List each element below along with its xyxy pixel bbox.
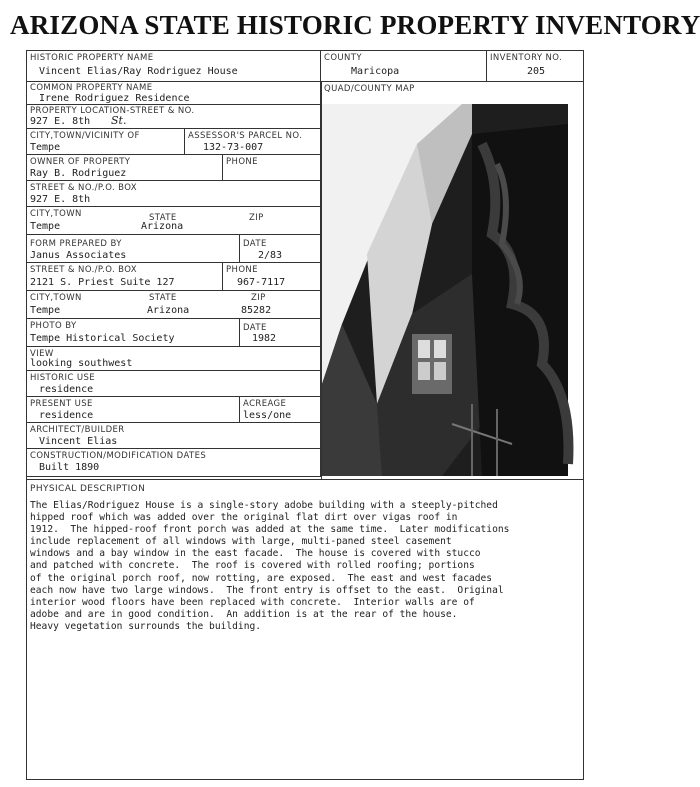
photo-date-label: DATE: [243, 323, 267, 333]
quad-map-label: QUAD/COUNTY MAP: [324, 84, 415, 94]
parcel-value: 132-73-007: [203, 142, 264, 153]
owner-city-box: [27, 207, 321, 235]
historic-name-value: Vincent Elias/Ray Rodriguez House: [39, 66, 238, 77]
owner-label: OWNER OF PROPERTY: [30, 157, 131, 167]
prep-street-box: [27, 263, 223, 291]
prep-phone-label: PHONE: [226, 265, 258, 275]
location-value: 927 E. 8th: [30, 116, 91, 127]
photo-by-box: [27, 319, 240, 347]
prep-phone-box: [223, 263, 321, 291]
owner-street-value: 927 E. 8th: [30, 194, 91, 205]
historic-use-box: [27, 371, 321, 397]
city-value: Tempe: [30, 142, 61, 153]
present-use-box: [27, 397, 240, 423]
prep-street-value: 2121 S. Priest Suite 127: [30, 277, 175, 288]
construction-box: [27, 449, 321, 477]
city-label: CITY,TOWN/VICINITY OF: [30, 131, 140, 141]
page-title: ARIZONA STATE HISTORIC PROPERTY INVENTORY: [10, 10, 700, 40]
inventory-label: INVENTORY NO.: [490, 53, 563, 63]
prep-city-box: [27, 291, 321, 319]
prep-state-label: STATE: [149, 293, 177, 303]
county-box: [321, 51, 487, 82]
photo-by-value: Tempe Historical Society: [30, 333, 175, 344]
prep-city-value: Tempe: [30, 305, 61, 316]
county-label: COUNTY: [324, 53, 362, 63]
acreage-value: less/one: [243, 410, 292, 421]
owner-city-label: CITY,TOWN: [30, 209, 82, 219]
historic-name-label: HISTORIC PROPERTY NAME: [30, 53, 154, 63]
prep-zip-label: ZIP: [251, 293, 266, 303]
acreage-box: [240, 397, 321, 423]
view-value: looking southwest: [30, 358, 133, 369]
prepared-date-label: DATE: [243, 239, 267, 249]
prep-city-label: CITY,TOWN: [30, 293, 82, 303]
present-use-value: residence: [39, 410, 94, 421]
present-use-label: PRESENT USE: [30, 399, 93, 409]
parcel-label: ASSESSOR'S PARCEL NO.: [188, 131, 303, 141]
owner-box: [27, 155, 223, 181]
common-name-label: COMMON PROPERTY NAME: [30, 83, 153, 93]
owner-city-value: Tempe: [30, 221, 61, 232]
photo-date-value: 1982: [252, 333, 277, 344]
architect-label: ARCHITECT/BUILDER: [30, 425, 125, 435]
location-handwritten: St.: [111, 114, 127, 127]
view-box: [27, 347, 321, 371]
historic-use-label: HISTORIC USE: [30, 373, 96, 383]
prep-street-label: STREET & NO./P.O. BOX: [30, 265, 138, 275]
construction-value: Built 1890: [39, 462, 100, 473]
architect-value: Vincent Elias: [39, 436, 118, 447]
photo-date-box: [240, 319, 321, 347]
prepared-date-box: [240, 235, 321, 263]
view-label: VIEW: [30, 349, 54, 359]
prep-state-value: Arizona: [147, 305, 190, 316]
architect-box: [27, 423, 321, 449]
inventory-value: 205: [527, 66, 546, 77]
location-label: PROPERTY LOCATION-STREET & NO.: [30, 106, 195, 116]
common-name-value: Irene Rodriguez Residence: [39, 93, 190, 104]
construction-label: CONSTRUCTION/MODIFICATION DATES: [30, 451, 207, 461]
owner-street-label: STREET & NO./P.O. BOX: [30, 183, 138, 193]
owner-state-value: Arizona: [141, 221, 184, 232]
prepared-date-value: 2/83: [258, 250, 283, 261]
photo-by-label: PHOTO BY: [30, 321, 77, 331]
prep-phone-value: 967-7117: [237, 277, 286, 288]
common-name-box: [27, 82, 321, 105]
prepared-label: FORM PREPARED BY: [30, 239, 122, 249]
owner-phone-box: [223, 155, 321, 181]
historic-use-value: residence: [39, 384, 94, 395]
house-photo: [322, 104, 568, 476]
historic-name-box: [27, 51, 321, 82]
physical-description-label: PHYSICAL DESCRIPTION: [30, 484, 146, 494]
owner-phone-label: PHONE: [226, 157, 258, 167]
city-box: [27, 129, 185, 155]
prepared-value: Janus Associates: [30, 250, 127, 261]
county-value: Maricopa: [351, 66, 400, 77]
owner-street-box: [27, 181, 321, 207]
acreage-label: ACREAGE: [243, 399, 287, 409]
prep-zip-value: 85282: [241, 305, 272, 316]
owner-value: Ray B. Rodriguez: [30, 168, 127, 179]
section-divider: [27, 479, 583, 480]
inventory-box: [487, 51, 583, 82]
owner-state-label: STATE: [149, 213, 177, 223]
owner-zip-label: ZIP: [249, 213, 264, 223]
location-box: [27, 105, 321, 129]
house-photo-image: [322, 104, 568, 476]
physical-description-text: The Elias/Rodriguez House is a single-story adobe building with a steeply-pitched hipped roof which was added over the original flat dirt over vigas roof in 1912. The hipped-roof front porch was added at the same time. Later modifications include replacement of all windows with large, multi-paned steel casement windows and a bay window in the east facade. The house is covered with stucco and patched with concrete. The roof is covered with rolled roofing; portions of the original porch roof, now rotting, are exposed. The east and west facades each now have two large windows. The front entry is offset to the east. Original interior wood floors have been replaced with concrete. Interior walls are of adobe and are in good condition. An addition is at the rear of the house. Heavy vegetation surrounds the building.: [30, 500, 510, 632]
prepared-box: [27, 235, 240, 263]
parcel-box: [185, 129, 321, 155]
